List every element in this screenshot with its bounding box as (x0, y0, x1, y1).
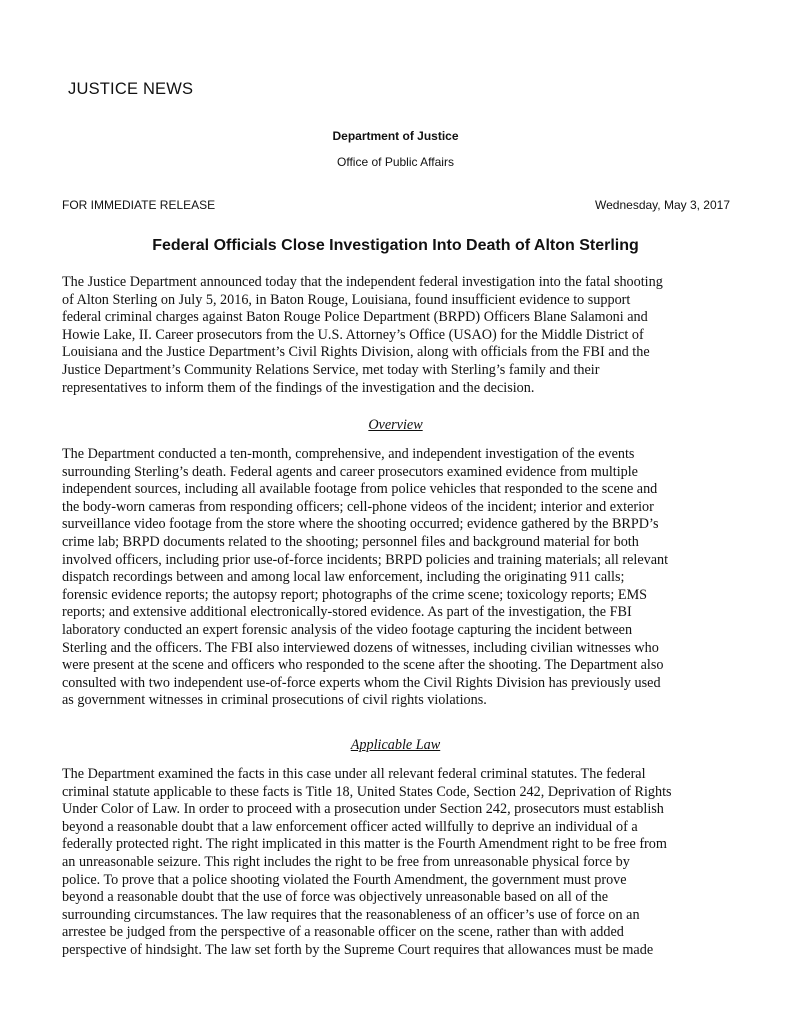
paragraph-line: crime lab; BRPD documents related to the shooting; personnel files and background material for both (62, 533, 639, 550)
paragraph-line: of Alton Sterling on July 5, 2016, in Baton Rouge, Louisiana, found insufficient evidence to support (62, 291, 631, 308)
paragraph-line: beyond a reasonable doubt that the use of force was objectively unreasonable based on all of the (62, 889, 609, 906)
paragraph-line: laboratory conducted an expert forensic analysis of the video footage capturing the incident between (62, 621, 633, 638)
headline: Federal Officials Close Investigation Into Death of Alton Sterling (152, 237, 639, 254)
masthead: JUSTICE NEWS (68, 80, 194, 98)
paragraph-line: were present at the scene and officers who responded to the scene after the shooting. The Department also (62, 657, 664, 674)
paragraph-line: The Department conducted a ten-month, comprehensive, and independent investigation of the events (62, 446, 635, 462)
paragraph-line: the body-worn cameras from responding officers; cell-phone videos of the incident; interior and exterior (62, 498, 654, 515)
paragraph-line: arrestee be judged from the perspective of a reasonable officer on the scene, rather than with added (62, 924, 624, 941)
paragraph-line: federally protected right. The right implicated in this matter is the Fourth Amendment right to be free from (62, 836, 667, 853)
release-label: FOR IMMEDIATE RELEASE (62, 198, 216, 212)
paragraph-line: dispatch recordings between and among local law enforcement, including the originating 911 calls; (62, 569, 625, 586)
paragraph-line: beyond a reasonable doubt that a law enforcement officer acted willfully to deprive an individual of a (62, 818, 638, 835)
section-heading-overview: Overview (368, 417, 423, 433)
paragraph-line: Justice Department’s Community Relations Service, met today with Sterling’s family and their (62, 361, 600, 378)
paragraph-line: reports; and extensive additional electronically-stored evidence. As part of the investigation, the FBI (62, 604, 632, 621)
paragraph-line: involved officers, including prior use-of-force incidents; BRPD policies and training materials; all relevant (62, 551, 669, 568)
paragraph-line: Under Color of Law. In order to proceed with a prosecution under Section 242, prosecutors must establish (62, 801, 664, 818)
paragraph-line: Louisiana and the Justice Department’s Civil Rights Division, along with officials from the FBI and the (62, 344, 650, 361)
office-name: Office of Public Affairs (337, 155, 454, 169)
paragraph-line: The Department examined the facts in this case under all relevant federal criminal statutes. The federal (62, 766, 646, 782)
applicable-law-paragraph (62, 766, 738, 960)
release-date: Wednesday, May 3, 2017 (595, 198, 730, 212)
paragraph-line: consulted with two independent use-of-force experts whom the Civil Rights Division has previously used (62, 674, 661, 691)
paragraph-line: surveillance video footage from the store where the shooting occurred; evidence gathered by the BRPD’s (62, 516, 659, 533)
paragraph-line: The Justice Department announced today that the independent federal investigation into the fatal shooting (62, 274, 663, 290)
paragraph-line: an unreasonable seizure. This right includes the right to be free from unreasonable physical force by (62, 853, 630, 870)
paragraph-line: federal criminal charges against Baton Rouge Police Department (BRPD) Officers Blane Salamoni and (62, 309, 648, 326)
paragraph-line: representatives to inform them of the findings of the investigation and the decision. (62, 379, 535, 396)
paragraph-line: police. To prove that a police shooting violated the Fourth Amendment, the government must prove (62, 871, 627, 888)
paragraph-line: criminal statute applicable to these facts is Title 18, United States Code, Section 242, Deprivation of Rights (62, 783, 672, 800)
intro-paragraph (62, 274, 738, 397)
paragraph-line: surrounding Sterling’s death. Federal agents and career prosecutors examined evidence from multiple (62, 463, 638, 480)
paragraph-line: independent sources, including all available footage from police vehicles that responded to the scene and (62, 481, 658, 498)
paragraph-line: Sterling and the officers. The FBI also interviewed dozens of witnesses, including civilian witnesses who (62, 639, 659, 656)
release-row (62, 198, 730, 212)
overview-paragraph (62, 446, 738, 710)
paragraph-line: Howie Lake, II. Career prosecutors from the U.S. Attorney’s Office (USAO) for the Middle District of (62, 326, 644, 343)
section-heading-applicable-law: Applicable Law (350, 737, 441, 753)
paragraph-line: surrounding circumstances. The law requires that the reasonableness of an officer’s use of force on an (62, 906, 640, 923)
paragraph-line: forensic evidence reports; the autopsy report; photographs of the crime scene; toxicology reports; EMS (62, 586, 648, 603)
paragraph-line: as government witnesses in criminal prosecutions of civil rights violations. (62, 692, 487, 709)
department-name: Department of Justice (332, 129, 459, 143)
paragraph-line: perspective of hindsight. The law set forth by the Supreme Court requires that allowances must be made (62, 941, 654, 958)
